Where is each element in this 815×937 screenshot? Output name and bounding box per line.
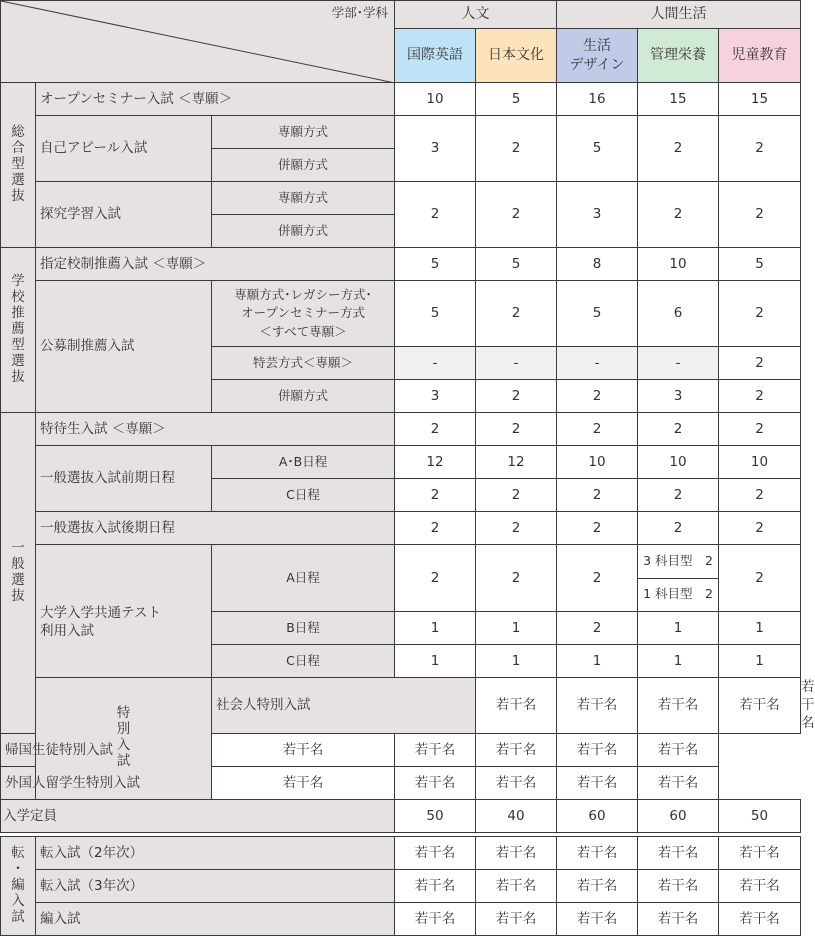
quota-value: 2 <box>638 182 719 248</box>
quota-value: 5 <box>395 281 476 347</box>
exam-label: 転入試（2年次） <box>36 837 395 870</box>
category-label <box>1 248 36 413</box>
quota-value: 2 <box>557 380 638 413</box>
quota-value: 若干名 <box>638 733 719 766</box>
quota-value: 若干名 <box>395 837 476 870</box>
quota-value: 若干名 <box>638 766 719 799</box>
quota-value: 1 <box>476 645 557 678</box>
quota-value: 若干名 <box>476 870 557 903</box>
quota-value: 2 <box>719 545 801 612</box>
quota-value: 2 <box>638 116 719 182</box>
category-label <box>1 83 36 248</box>
quota-value: 5 <box>476 248 557 281</box>
table-row: 特 別 入 試 社会人特別入試 若干名 若干名 若干名 若干名 若干名 <box>1 678 801 734</box>
quota-value: 5 <box>557 281 638 347</box>
quota-value: 50 <box>395 799 476 832</box>
quota-value: 8 <box>557 248 638 281</box>
quota-value: 10 <box>719 446 801 479</box>
quota-value: 若干名 <box>212 766 395 799</box>
exam-label: 特待生入試 ＜専願＞ <box>36 413 395 446</box>
quota-value: 3 <box>395 380 476 413</box>
quota-value: 15 <box>638 83 719 116</box>
category-char: 別 <box>116 721 131 738</box>
quota-value: 2 <box>476 380 557 413</box>
quota-value: 若干名 <box>638 678 719 734</box>
department-header: 国際英語 <box>395 29 476 83</box>
quota-value: 2 <box>476 413 557 446</box>
table-row <box>1 413 801 446</box>
quota-value: 2 <box>557 545 638 612</box>
quota-value: 1 <box>638 612 719 645</box>
quota-value: 3 <box>557 182 638 248</box>
faculty-header: 人文 <box>395 1 557 29</box>
table-row <box>1 83 801 116</box>
category-char: 校 <box>11 289 25 306</box>
quota-value: 2 <box>557 413 638 446</box>
category-char: 試 <box>11 908 25 925</box>
capacity-label: 入学定員 <box>1 799 395 832</box>
quota-value: 2 <box>719 281 801 347</box>
category-char: 転 <box>11 845 25 862</box>
department-header: 生活 デザイン <box>557 29 638 83</box>
quota-value: 3 <box>638 380 719 413</box>
category-label <box>1 413 36 734</box>
schedule-label: B日程 <box>212 612 395 645</box>
quota-value: 1 <box>638 645 719 678</box>
quota-value: 2 <box>557 512 638 545</box>
quota-value: 若干名 <box>719 903 801 936</box>
schedule-label: A･B日程 <box>212 446 395 479</box>
table-row <box>1 281 801 347</box>
method-line: ＜すべて専願＞ <box>259 323 347 339</box>
category-char: 般 <box>11 555 25 572</box>
exam-label: 探究学習入試 <box>36 182 212 248</box>
quota-value: - <box>476 347 557 380</box>
method-label <box>212 281 395 347</box>
quota-value: 2 <box>476 281 557 347</box>
quota-value: 1 <box>557 645 638 678</box>
category-char: 入 <box>11 892 25 909</box>
category-char: 試 <box>116 753 131 770</box>
quota-value: 若干名 <box>719 837 801 870</box>
quota-value: 16 <box>557 83 638 116</box>
quota-value: 2 <box>476 545 557 612</box>
quota-value: 2 <box>476 116 557 182</box>
subject-type-value: 1 科目型 2 <box>638 578 718 612</box>
schedule-label: A日程 <box>212 545 395 612</box>
category-char: 特 <box>116 705 131 722</box>
quota-value: 12 <box>395 446 476 479</box>
quota-value: 若干名 <box>395 733 476 766</box>
method-label: 併願方式 <box>212 149 395 182</box>
quota-value: 若干名 <box>557 733 638 766</box>
quota-value: 2 <box>719 182 801 248</box>
quota-value: 15 <box>719 83 801 116</box>
exam-label: 一般選抜入試後期日程 <box>36 512 395 545</box>
exam-label-line: 利用入試 <box>40 623 94 639</box>
table-row <box>1 446 801 479</box>
table-row <box>1 248 801 281</box>
exam-label: 自己アピール入試 <box>36 116 212 182</box>
exam-label: 一般選抜入試前期日程 <box>36 446 212 512</box>
corner-label: 学部･学科 <box>331 5 389 20</box>
quota-value: 若干名 <box>395 766 476 799</box>
category-char: 入 <box>116 737 131 754</box>
quota-value: 1 <box>719 612 801 645</box>
quota-value: 2 <box>476 182 557 248</box>
quota-value: 若干名 <box>638 903 719 936</box>
quota-value: 若干名 <box>395 870 476 903</box>
quota-value: 2 <box>395 182 476 248</box>
table-row <box>1 116 801 149</box>
category-char: 薦 <box>11 321 25 338</box>
table-row <box>1 545 801 612</box>
exam-label-line: 大学入学共通テスト <box>40 604 161 621</box>
category-char: 型 <box>11 336 25 353</box>
faculty-header: 人間生活 <box>557 1 801 29</box>
method-line: 専願方式･レガシー方式･ <box>234 287 372 303</box>
quota-value: - <box>395 347 476 380</box>
table-row <box>1 870 801 903</box>
quota-value: 2 <box>638 413 719 446</box>
quota-value: 5 <box>719 248 801 281</box>
split-value-cell <box>638 545 719 612</box>
table-row <box>1 1 801 29</box>
quota-value: 50 <box>719 799 801 832</box>
quota-value: - <box>638 347 719 380</box>
quota-value: 10 <box>395 83 476 116</box>
method-label: 併願方式 <box>212 380 395 413</box>
quota-value: - <box>557 347 638 380</box>
quota-value: 10 <box>638 248 719 281</box>
quota-value: 若干名 <box>557 678 638 734</box>
quota-value: 若干名 <box>719 870 801 903</box>
quota-value: 5 <box>557 116 638 182</box>
table-row <box>1 837 801 870</box>
quota-value: 2 <box>476 512 557 545</box>
method-label: 専願方式 <box>212 182 395 215</box>
category-char: 編 <box>11 877 25 894</box>
subject-type-value: 3 科目型 2 <box>643 552 713 568</box>
exam-label <box>36 545 212 678</box>
quota-value: 2 <box>395 479 476 512</box>
category-char: 総 <box>11 124 25 141</box>
category-char: 学 <box>11 273 25 290</box>
quota-value: 若干名 <box>212 733 395 766</box>
quota-value: 2 <box>719 413 801 446</box>
department-header: 管理栄養 <box>638 29 719 83</box>
department-header: 児童教育 <box>719 29 801 83</box>
quota-value: 2 <box>476 479 557 512</box>
quota-value: 1 <box>719 645 801 678</box>
quota-value: 2 <box>557 479 638 512</box>
exam-label: 外国人留学生特別入試 <box>1 766 212 799</box>
exam-label: 帰国生徒特別入試 <box>1 733 212 766</box>
table-row <box>1 799 801 832</box>
quota-value: 若干名 <box>557 870 638 903</box>
category-char: 選 <box>11 352 25 369</box>
category-char: ・ <box>11 861 25 878</box>
transfer-admission-table <box>0 836 801 936</box>
category-char: 合 <box>11 140 25 157</box>
quota-value: 2 <box>638 512 719 545</box>
exam-label: 指定校制推薦入試 ＜専願＞ <box>36 248 395 281</box>
quota-value: 2 <box>395 545 476 612</box>
table-row <box>1 903 801 936</box>
quota-value: 1 <box>395 612 476 645</box>
category-char: 選 <box>11 171 25 188</box>
method-label: 専願方式 <box>212 116 395 149</box>
quota-value: 2 <box>719 512 801 545</box>
quota-value: 2 <box>719 380 801 413</box>
category-char: 抜 <box>11 187 25 204</box>
quota-value: 若干名 <box>638 837 719 870</box>
category-char: 抜 <box>11 368 25 385</box>
quota-value: 若干名 <box>557 837 638 870</box>
quota-value: 5 <box>476 83 557 116</box>
quota-value: 若干名 <box>719 678 801 734</box>
quota-value: 3 <box>395 116 476 182</box>
category-label <box>1 837 36 936</box>
category-char: 型 <box>11 156 25 173</box>
category-char: 選 <box>11 571 25 588</box>
corner-header <box>1 1 395 83</box>
quota-value: 6 <box>638 281 719 347</box>
quota-value: 若干名 <box>476 678 557 734</box>
method-label: 併願方式 <box>212 215 395 248</box>
exam-label: 社会人特別入試 <box>212 678 476 734</box>
exam-label: 編入試 <box>36 903 395 936</box>
quota-value: 60 <box>557 799 638 832</box>
quota-value: 2 <box>557 612 638 645</box>
quota-value: 10 <box>638 446 719 479</box>
table-row <box>1 512 801 545</box>
quota-value: 5 <box>395 248 476 281</box>
department-header: 日本文化 <box>476 29 557 83</box>
table-row <box>1 766 801 799</box>
quota-value: 若干名 <box>476 903 557 936</box>
quota-value: 若干名 <box>638 870 719 903</box>
quota-value: 10 <box>557 446 638 479</box>
quota-value: 若干名 <box>476 733 557 766</box>
category-char: 一 <box>11 539 25 556</box>
exam-label: 公募制推薦入試 <box>36 281 212 413</box>
schedule-label: C日程 <box>212 479 395 512</box>
quota-value: 1 <box>395 645 476 678</box>
quota-value: 2 <box>719 347 801 380</box>
quota-value: 12 <box>476 446 557 479</box>
quota-value: 40 <box>476 799 557 832</box>
method-line: オープンセミナー方式 <box>241 305 365 321</box>
quota-value: 若干名 <box>557 766 638 799</box>
quota-value: 若干名 <box>476 766 557 799</box>
table-row <box>1 182 801 215</box>
category-char: 抜 <box>11 587 25 604</box>
quota-value: 2 <box>395 413 476 446</box>
quota-value: 2 <box>638 479 719 512</box>
quota-value: 1 <box>476 612 557 645</box>
quota-value: 2 <box>719 116 801 182</box>
exam-label: 転入試（3年次） <box>36 870 395 903</box>
quota-value: 若干名 <box>395 903 476 936</box>
quota-value: 2 <box>719 479 801 512</box>
category-char: 推 <box>11 305 25 322</box>
quota-value: 若干名 <box>557 903 638 936</box>
quota-value: 60 <box>638 799 719 832</box>
quota-value: 若干名 <box>476 837 557 870</box>
exam-label: オープンセミナー入試 ＜専願＞ <box>36 83 395 116</box>
quota-value: 2 <box>395 512 476 545</box>
schedule-label: C日程 <box>212 645 395 678</box>
method-label: 特芸方式＜専願＞ <box>212 347 395 380</box>
